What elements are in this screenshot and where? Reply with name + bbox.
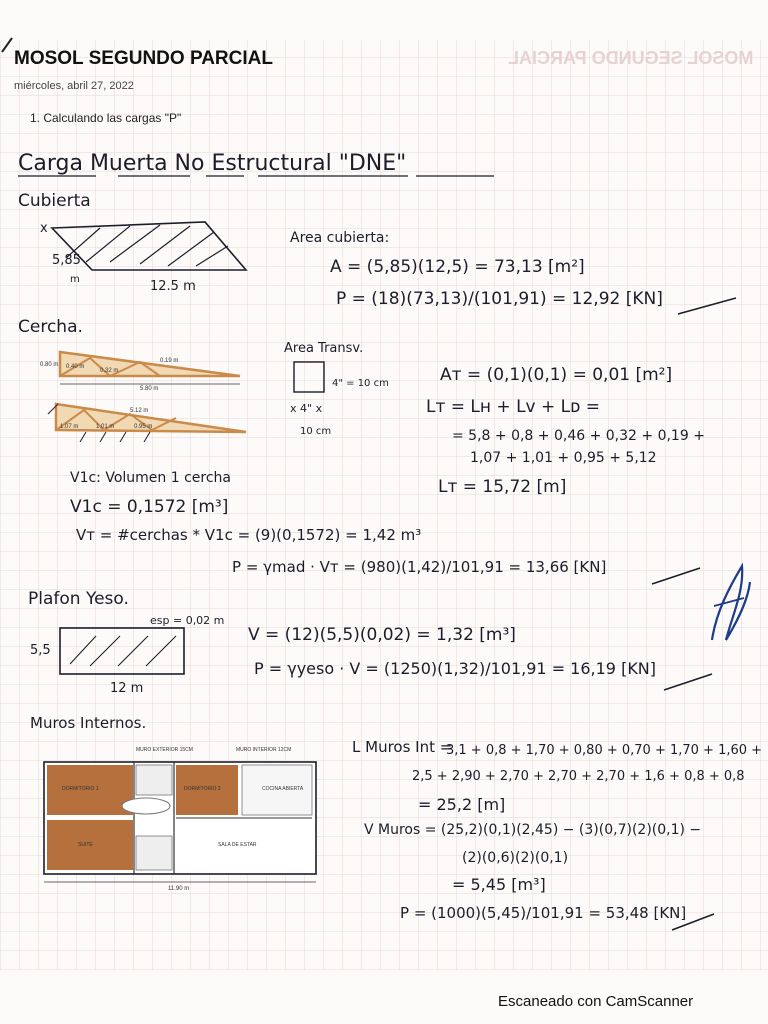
floor-plan [44,762,316,882]
muros-l-1: 3,1 + 0,8 + 1,70 + 0,80 + 0,70 + 1,70 + 1,60 + [446,743,763,758]
section-heading: Carga Muerta No Estructural "DNE" [18,151,407,176]
cercha-lt-eq: Lᴛ = Lн + Lv + Lᴅ = [426,397,601,417]
plafon-base-dim: 12 m [110,681,144,696]
cercha-at-eq: Aᴛ = (0,1)(0,1) = 0,01 [m²] [440,365,673,385]
svg-text:DORMITORIO 2: DORMITORIO 2 [184,786,221,792]
svg-text:DORMITORIO 1: DORMITORIO 1 [62,786,99,792]
vol-def: V1c: Volumen 1 cercha [70,470,232,486]
cubierta-sketch [52,222,246,270]
svg-text:ⅹ: ⅹ [40,221,48,236]
truss-drawing-1 [60,352,240,384]
svg-text:MURO INTERIOR 12CM: MURO INTERIOR 12CM [236,747,292,753]
muros-p-eq: P = (1000)(5,45)/101,91 = 53,48 [KN] [400,904,687,922]
numbered-item: 1. Calculando las cargas "P" [30,111,182,125]
svg-text:SUITE: SUITE [78,842,93,848]
page-title: MOSOL SEGUNDO PARCIAL [14,48,273,69]
svg-text:COCINA ABIERTA: COCINA ABIERTA [262,786,304,792]
muros-l-result: = 25,2 [m] [418,795,506,814]
scanner-watermark: Escaneado con CamScanner [498,993,694,1010]
area-transv-label: Area Transv. [284,341,364,356]
cercha-sum-1: = 5,8 + 0,8 + 0,46 + 0,32 + 0,19 + [452,428,705,444]
cubierta-side-unit: m [70,274,80,285]
svg-text:0.80 m: 0.80 m [40,362,59,368]
area-transv-cm: 10 cm [300,426,332,437]
muros-v-1: V Muros = (25,2)(0,1)(2,45) − (3)(0,7)(2)(0,1) − [364,822,702,838]
cubierta-label: Cubierta [18,191,91,211]
svg-text:1.01 m: 1.01 m [96,424,115,430]
svg-text:1.07 m: 1.07 m [60,424,79,430]
svg-text:SALA DE ESTAR: SALA DE ESTAR [218,842,257,848]
vt-eq: Vᴛ = #cerchas * V1c = (9)(0,1572) = 1,42 m³ [76,526,422,544]
plafon-label: Plafon Yeso. [28,589,129,609]
muros-v-result: = 5,45 [m³] [452,875,546,894]
plafon-esp: esp = 0,02 m [150,614,225,627]
cercha-lt-result: Lᴛ = 15,72 [m] [438,477,567,497]
svg-text:0.32 m: 0.32 m [100,368,119,374]
cercha-sum-2: 1,07 + 1,01 + 0,95 + 5,12 [470,450,657,466]
cubierta-area-label: Area cubierta: [290,230,390,246]
pen-mark [2,38,12,52]
cercha-label: Cercha. [18,317,83,337]
svg-text:5.80 m: 5.80 m [140,386,159,392]
muros-label: Muros Internos. [30,714,147,732]
cubierta-base-dim: 12.5 m [150,279,196,294]
plafon-v-eq: V = (12)(5,5)(0,02) = 1,32 [m³] [248,625,516,645]
svg-text:11.90 m: 11.90 m [168,886,190,892]
svg-text:x 4" x: x 4" x [290,402,323,415]
muros-v-2: (2)(0,6)(2)(0,1) [462,850,569,866]
plafon-p-eq: P = γyeso · V = (1250)(1,32)/101,91 = 16,19 [KN] [254,659,657,678]
bleed-through-title: MOSOL SEGUNDO PARCIAL [508,48,754,68]
area-transv-dim: 4" = 10 cm [332,378,389,389]
cubierta-area-eq: A = (5,85)(12,5) = 73,13 [m²] [330,257,585,277]
cubierta-p-eq: P = (18)(73,13)/(101,91) = 12,92 [KN] [336,289,663,309]
svg-text:0.95 m: 0.95 m [134,424,153,430]
svg-text:0.40 m: 0.40 m [66,364,85,370]
svg-text:0.19 m: 0.19 m [160,358,179,364]
page-date: miércoles, abril 27, 2022 [14,80,134,92]
svg-text:MURO EXTERIOR 15CM: MURO EXTERIOR 15CM [136,747,193,753]
plafon-sketch [60,628,184,674]
muros-l-label: L Muros Int = [352,738,453,756]
section-square [294,362,324,392]
svg-text:5.12 m: 5.12 m [130,408,149,414]
v1c-eq: V1c = 0,1572 [m³] [70,497,229,517]
muros-l-2: 2,5 + 2,90 + 2,70 + 2,70 + 2,70 + 1,6 + 0,8 + 0,8 [412,769,745,784]
signature [712,566,750,640]
cubierta-side-dim: 5,85 [52,253,81,268]
cercha-p-eq: P = γmad · Vᴛ = (980)(1,42)/101,91 = 13,66 [KN] [232,558,607,576]
plafon-side-dim: 5,5 [30,643,51,658]
